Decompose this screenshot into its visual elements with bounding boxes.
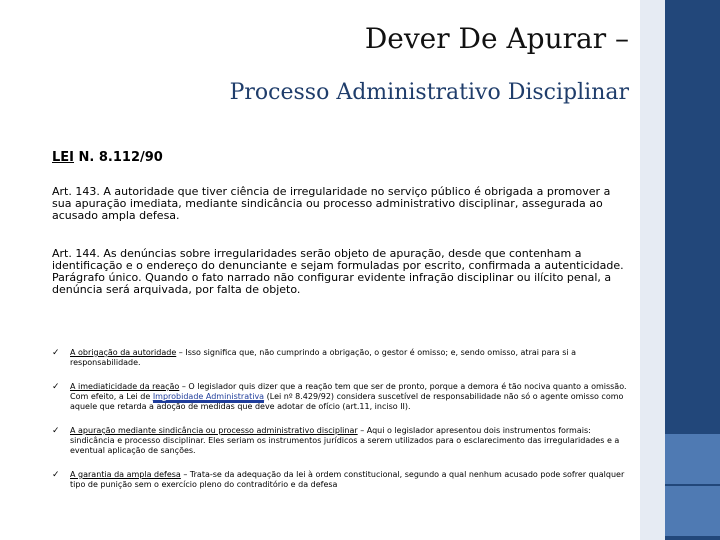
law-label-rest: N. 8.112/90 <box>74 150 163 165</box>
article-144-text: Art. 144. As denúncias sobre irregularidades serão objeto de apuração, desde que contenham a identificação e o endereço do denunciante e sejam formuladas por escrito, confirmada a autenticidade. <box>52 247 624 272</box>
law-reference <box>52 150 163 165</box>
bullet-item <box>52 348 632 368</box>
improbidade-link[interactable]: Improbidade Administrativa <box>152 392 265 401</box>
article-144 <box>52 248 632 296</box>
article-143: Art. 143. A autoridade que tiver ciência de irregularidade no serviço público é obrigada a promover a sua apuração imediata, mediante sindicância ou processo administrativo disciplinar, assegurada ao acusado ampla defesa. <box>52 185 611 222</box>
bullet-lead: A imediaticidade da reação <box>70 382 180 391</box>
slide-subtitle: Processo Administrativo Disciplinar <box>229 80 629 105</box>
bullet-text: – Aqui o legislador apresentou dois instrumentos formais: sindicância e processo disciplinar. Eles seriam os instrumentos jurídicos a serem utilizados para o esclarecimento das irregularidades e a eventual aplicação de sanções. <box>70 426 620 455</box>
bullet-text: (Lei nº 8.429/92) considera suscetível de responsabilidade não só o agente omisso como aquele que retarda a adoção de medidas que deve adotar de ofício (art.11, inciso II). <box>70 392 624 411</box>
bullet-lead: A apuração mediante sindicância ou processo administrativo disciplinar <box>70 426 358 435</box>
bullet-text: – O legislador quis dizer que a reação tem que ser de pronto, porque a demora é tão nociva quanto a omissão. Com efeito, a Lei de <box>70 382 627 401</box>
checkmark-icon: ✓ <box>52 470 60 480</box>
side-band-light <box>640 0 665 540</box>
checkmark-icon: ✓ <box>52 348 60 358</box>
bullet-text: – Trata-se da adequação da lei à ordem constitucional, segundo a qual nenhum acusado pode sofrer qualquer tipo de punição sem o exercício pleno do contraditório e da defesa <box>70 470 625 489</box>
bullet-lead: A obrigação da autoridade <box>70 348 177 357</box>
bullet-text: – Isso significa que, não cumprindo a obrigação, o gestor é omisso; e, sendo omisso, atrai para si a responsabilidade. <box>70 348 577 367</box>
bullet-item <box>52 470 632 490</box>
side-band-square <box>665 486 720 536</box>
bullet-item <box>52 382 632 412</box>
bullet-list <box>52 348 632 504</box>
article-144-paragraph: Parágrafo único. Quando o fato narrado não configurar evidente infração disciplinar ou ilícito penal, a denúncia será arquivada, por falta de objeto. <box>52 271 612 296</box>
checkmark-icon: ✓ <box>52 382 60 392</box>
checkmark-icon: ✓ <box>52 426 60 436</box>
law-label-bold: LEI <box>52 150 75 165</box>
side-band-square <box>665 434 720 484</box>
slide-title: Dever De Apurar – <box>364 22 629 55</box>
bullet-item <box>52 426 632 456</box>
bullet-lead: A garantia da ampla defesa <box>70 470 181 479</box>
